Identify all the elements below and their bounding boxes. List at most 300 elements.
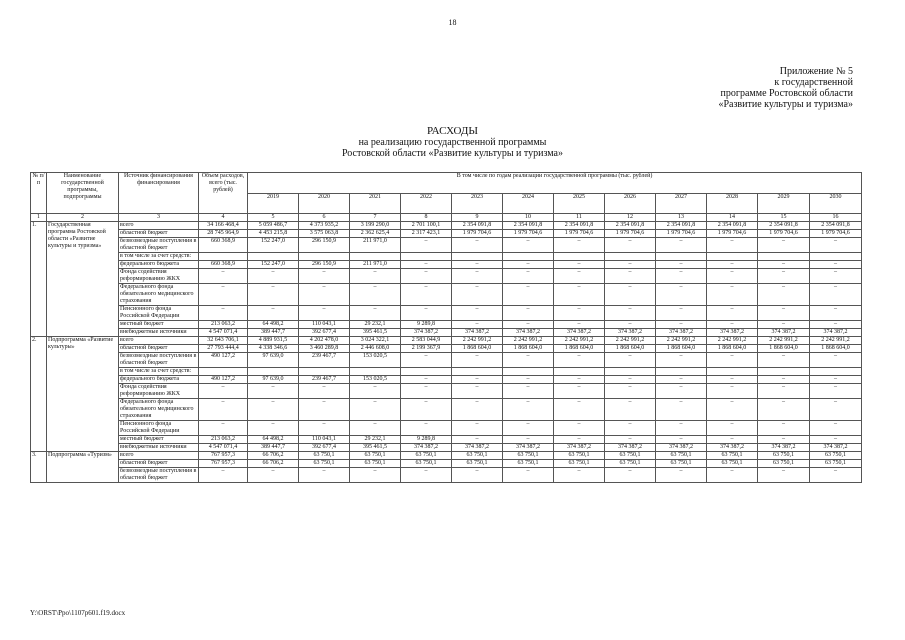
amount-cell: 374 387,2 (758, 329, 810, 337)
amount-cell: 374 387,2 (707, 444, 758, 452)
amount-cell (605, 253, 656, 261)
amount-cell: – (656, 468, 707, 483)
amount-cell: 4 453 215,8 (248, 230, 299, 238)
table-row (31, 353, 862, 368)
amount-cell (350, 368, 401, 376)
amount-cell (554, 253, 605, 261)
amount-cell: 2 242 991,2 (554, 337, 605, 345)
amount-cell: – (810, 376, 862, 384)
header-index: 7 (350, 214, 401, 222)
section-number: 3. (31, 452, 47, 483)
amount-cell: – (299, 399, 350, 421)
amount-cell: – (248, 384, 299, 399)
amount-cell: 63 750,1 (810, 460, 862, 468)
amount-cell: 63 750,1 (452, 460, 503, 468)
amount-cell: 239 467,7 (299, 376, 350, 384)
amount-cell (452, 368, 503, 376)
header-index: 1 (31, 214, 47, 222)
amount-cell: – (810, 384, 862, 399)
amount-cell: 152 247,0 (248, 261, 299, 269)
amount-cell: 211 971,0 (350, 238, 401, 253)
amount-cell: 374 387,2 (554, 329, 605, 337)
amount-cell: – (707, 306, 758, 321)
amount-cell: – (503, 384, 554, 399)
funding-source: областной бюджет (119, 460, 199, 468)
amount-cell: – (656, 269, 707, 284)
table-row (31, 345, 862, 353)
amount-cell: – (248, 269, 299, 284)
amount-cell: – (810, 468, 862, 483)
amount-cell: – (199, 306, 248, 321)
header-years-caption: В том числе по годам реализации государственной программы (тыс. рублей) (248, 173, 862, 194)
amount-cell: 374 387,2 (554, 444, 605, 452)
amount-cell: – (554, 306, 605, 321)
amount-cell: 66 706,2 (248, 452, 299, 460)
amount-cell: 110 043,1 (299, 321, 350, 329)
amount-cell: – (758, 306, 810, 321)
amount-cell: 392 677,4 (299, 444, 350, 452)
amount-cell: – (758, 421, 810, 436)
table-row (31, 384, 862, 399)
amount-cell: – (503, 376, 554, 384)
amount-cell: – (452, 306, 503, 321)
funding-source: Федерального фонда обязательного медицинского страхования (119, 284, 199, 306)
amount-cell: 97 639,0 (248, 376, 299, 384)
funding-source: федерального бюджета (119, 261, 199, 269)
amount-cell: 153 020,5 (350, 376, 401, 384)
amount-cell: – (452, 321, 503, 329)
amount-cell: – (656, 436, 707, 444)
amount-cell: – (503, 238, 554, 253)
amount-cell: 374 387,2 (656, 329, 707, 337)
amount-cell: 3 575 063,8 (299, 230, 350, 238)
amount-cell: – (401, 399, 452, 421)
amount-cell: – (605, 238, 656, 253)
amount-cell: – (401, 468, 452, 483)
expenses-table (30, 172, 862, 483)
amount-cell: – (401, 269, 452, 284)
amount-cell: 374 387,2 (605, 444, 656, 452)
amount-cell: – (350, 399, 401, 421)
amount-cell: – (810, 399, 862, 421)
table-row (31, 444, 862, 452)
amount-cell: 2 701 100,1 (401, 222, 452, 230)
funding-source: Пенсионного фонда Российской Федерации (119, 421, 199, 436)
amount-cell: – (707, 269, 758, 284)
amount-cell: – (350, 421, 401, 436)
amount-cell: – (554, 399, 605, 421)
amount-cell: 1 979 704,6 (605, 230, 656, 238)
amount-cell: – (810, 321, 862, 329)
amount-cell: 374 387,2 (605, 329, 656, 337)
amount-cell: 660 368,9 (199, 261, 248, 269)
amount-cell: – (401, 353, 452, 368)
amount-cell: – (401, 384, 452, 399)
amount-cell: 3 024 322,1 (350, 337, 401, 345)
table-row (31, 261, 862, 269)
amount-cell: – (605, 269, 656, 284)
amount-cell (248, 368, 299, 376)
amount-cell: – (554, 421, 605, 436)
amount-cell: – (199, 384, 248, 399)
amount-cell: 2 242 991,2 (452, 337, 503, 345)
header-year: 2024 (503, 193, 554, 214)
amount-cell: 374 387,2 (401, 444, 452, 452)
amount-cell: – (656, 261, 707, 269)
header-index: 5 (248, 214, 299, 222)
table-row (31, 230, 862, 238)
amount-cell: 374 387,2 (452, 444, 503, 452)
amount-cell (350, 253, 401, 261)
amount-cell: 9 289,8 (401, 436, 452, 444)
amount-cell: 153 020,5 (350, 353, 401, 368)
document-title: РАСХОДЫ (426, 125, 479, 137)
table-body (31, 222, 862, 483)
amount-cell: – (707, 376, 758, 384)
amount-cell: 2 362 625,4 (350, 230, 401, 238)
amount-cell: – (656, 376, 707, 384)
amount-cell: 2 317 423,1 (401, 230, 452, 238)
amount-cell: 211 971,0 (350, 261, 401, 269)
amount-cell: – (401, 238, 452, 253)
amount-cell: – (656, 353, 707, 368)
table-row (31, 376, 862, 384)
header-name: Наименование государственной программы, подпрограммы (47, 173, 119, 214)
amount-cell (656, 368, 707, 376)
table-row (31, 284, 862, 306)
amount-cell: 63 750,1 (401, 452, 452, 460)
amount-cell: 490 127,2 (199, 376, 248, 384)
amount-cell: 374 387,2 (707, 329, 758, 337)
amount-cell: – (452, 468, 503, 483)
header-year: 2023 (452, 193, 503, 214)
table-header (31, 173, 862, 222)
amount-cell: 63 750,1 (605, 460, 656, 468)
amount-cell (758, 368, 810, 376)
amount-cell: – (503, 284, 554, 306)
amount-cell: – (605, 436, 656, 444)
amount-cell (248, 253, 299, 261)
amount-cell (452, 253, 503, 261)
amount-cell: 63 750,1 (299, 452, 350, 460)
amount-cell: 63 750,1 (554, 452, 605, 460)
amount-cell: 213 063,2 (199, 436, 248, 444)
amount-cell: 32 643 706,1 (199, 337, 248, 345)
header-index: 10 (503, 214, 554, 222)
header-year: 2022 (401, 193, 452, 214)
header-year: 2025 (554, 193, 605, 214)
funding-source: всего (119, 452, 199, 460)
amount-cell: 1 868 604,0 (707, 345, 758, 353)
amount-cell: 767 957,3 (199, 460, 248, 468)
amount-cell: – (401, 376, 452, 384)
amount-cell: 3 460 289,8 (299, 345, 350, 353)
amount-cell: – (299, 421, 350, 436)
amount-cell: – (554, 269, 605, 284)
amount-cell: – (452, 399, 503, 421)
section-number: 1. (31, 222, 47, 337)
amount-cell: – (452, 384, 503, 399)
amount-cell: – (503, 436, 554, 444)
amount-cell: 374 387,2 (503, 444, 554, 452)
amount-cell: – (452, 269, 503, 284)
amount-cell: – (248, 399, 299, 421)
amount-cell: – (452, 261, 503, 269)
amount-cell: – (707, 436, 758, 444)
amount-cell: 63 750,1 (452, 452, 503, 460)
amount-cell: 1 979 704,6 (656, 230, 707, 238)
amount-cell: – (401, 261, 452, 269)
amount-cell: – (758, 284, 810, 306)
amount-cell: 34 166 468,4 (199, 222, 248, 230)
amount-cell: 1 868 604,0 (554, 345, 605, 353)
amount-cell: – (656, 321, 707, 329)
amount-cell: – (350, 384, 401, 399)
funding-source: Фонда содействия реформированию ЖКХ (119, 384, 199, 399)
header-num: № п/п (31, 173, 47, 214)
amount-cell (707, 253, 758, 261)
header-total: Объем расходов, всего (тыс. рублей) (199, 173, 248, 214)
amount-cell: – (299, 284, 350, 306)
table-row (31, 436, 862, 444)
amount-cell: 63 750,1 (554, 460, 605, 468)
amount-cell: 374 387,2 (401, 329, 452, 337)
amount-cell (401, 368, 452, 376)
table-row (31, 460, 862, 468)
amount-cell: 27 793 444,4 (199, 345, 248, 353)
amount-cell: 63 750,1 (605, 452, 656, 460)
amount-cell: – (554, 353, 605, 368)
amount-cell: 63 750,1 (758, 452, 810, 460)
amount-cell: – (605, 399, 656, 421)
amount-cell: – (199, 468, 248, 483)
amount-cell: – (350, 468, 401, 483)
amount-cell: – (401, 284, 452, 306)
amount-cell: – (503, 421, 554, 436)
amount-cell (199, 368, 248, 376)
amount-cell: – (656, 399, 707, 421)
amount-cell: 66 706,2 (248, 460, 299, 468)
amount-cell: 1 868 604,0 (503, 345, 554, 353)
amount-cell: 2 354 091,8 (554, 222, 605, 230)
amount-cell: – (758, 269, 810, 284)
amount-cell: 2 354 091,8 (452, 222, 503, 230)
section-number: 2. (31, 337, 47, 452)
amount-cell: 1 868 604,0 (605, 345, 656, 353)
header-index: 4 (199, 214, 248, 222)
table-row (31, 269, 862, 284)
amount-cell: – (707, 261, 758, 269)
amount-cell: 1 868 604,0 (758, 345, 810, 353)
amount-cell: – (656, 421, 707, 436)
amount-cell: – (758, 261, 810, 269)
amount-cell: 64 498,2 (248, 321, 299, 329)
document-heading (0, 126, 905, 159)
document-subtitle: на реализацию государственной программы (358, 137, 547, 148)
amount-cell: 1 979 704,6 (758, 230, 810, 238)
amount-cell: – (503, 399, 554, 421)
amount-cell: 2 242 991,2 (758, 337, 810, 345)
amount-cell: – (248, 306, 299, 321)
amount-cell (503, 368, 554, 376)
amount-cell: 374 387,2 (452, 329, 503, 337)
amount-cell: – (605, 306, 656, 321)
table-row (31, 452, 862, 460)
funding-source: безвозмездные поступления в областной бюджет (119, 353, 199, 368)
amount-cell: – (452, 436, 503, 444)
amount-cell: 9 289,8 (401, 321, 452, 329)
amount-cell (554, 368, 605, 376)
amount-cell (299, 253, 350, 261)
header-year: 2027 (656, 193, 707, 214)
header-source: Источник финансирования финансирования (119, 173, 199, 214)
amount-cell: 389 447,7 (248, 444, 299, 452)
amount-cell: 2 354 091,8 (707, 222, 758, 230)
amount-cell: – (605, 261, 656, 269)
amount-cell: – (707, 353, 758, 368)
amount-cell: 4 202 478,0 (299, 337, 350, 345)
amount-cell: 2 354 091,8 (503, 222, 554, 230)
table-row (31, 329, 862, 337)
amount-cell: – (199, 269, 248, 284)
amount-cell: 2 242 991,2 (605, 337, 656, 345)
page-number: 18 (448, 18, 457, 27)
amount-cell: – (199, 399, 248, 421)
amount-cell: 395 461,5 (350, 444, 401, 452)
amount-cell: – (810, 306, 862, 321)
amount-cell: – (503, 269, 554, 284)
amount-cell: 110 043,1 (299, 436, 350, 444)
amount-cell (656, 253, 707, 261)
amount-cell: 2 446 608,0 (350, 345, 401, 353)
amount-cell: 63 750,1 (350, 460, 401, 468)
amount-cell: 239 467,7 (299, 353, 350, 368)
header-index: 9 (452, 214, 503, 222)
amount-cell: 63 750,1 (299, 460, 350, 468)
amount-cell: 29 232,1 (350, 436, 401, 444)
amount-cell: 2 354 091,8 (758, 222, 810, 230)
amount-cell (707, 368, 758, 376)
header-year: 2029 (758, 193, 810, 214)
appendix-block (718, 66, 853, 110)
appendix-line: программе Ростовской области (720, 88, 853, 99)
amount-cell (299, 368, 350, 376)
amount-cell: – (707, 421, 758, 436)
amount-cell: 374 387,2 (758, 444, 810, 452)
header-year: 2021 (350, 193, 401, 214)
amount-cell: – (503, 468, 554, 483)
amount-cell (199, 253, 248, 261)
amount-cell: – (758, 468, 810, 483)
amount-cell: 2 199 367,9 (401, 345, 452, 353)
amount-cell: – (758, 384, 810, 399)
program-name: Государственная программа Ростовской области «Развитие культуры и туризма» (47, 222, 119, 337)
table-row (31, 253, 862, 261)
amount-cell: 389 447,7 (248, 329, 299, 337)
amount-cell: – (605, 284, 656, 306)
amount-cell: 1 979 704,6 (810, 230, 862, 238)
amount-cell: 63 750,1 (758, 460, 810, 468)
amount-cell: – (758, 321, 810, 329)
amount-cell: 490 127,2 (199, 353, 248, 368)
amount-cell: 4 547 071,4 (199, 329, 248, 337)
amount-cell: – (758, 238, 810, 253)
amount-cell: – (758, 436, 810, 444)
amount-cell: 2 354 091,8 (605, 222, 656, 230)
amount-cell: 213 063,2 (199, 321, 248, 329)
funding-source: безвозмездные поступления в областной бюджет (119, 468, 199, 483)
amount-cell: – (452, 353, 503, 368)
amount-cell: – (299, 468, 350, 483)
amount-cell: – (605, 468, 656, 483)
header-index: 16 (810, 214, 862, 222)
amount-cell: – (452, 376, 503, 384)
appendix-line: Приложение № 5 (779, 66, 853, 77)
header-index: 3 (119, 214, 199, 222)
amount-cell: – (452, 421, 503, 436)
amount-cell: – (707, 321, 758, 329)
amount-cell (810, 368, 862, 376)
funding-source: местный бюджет (119, 321, 199, 329)
amount-cell: 2 242 991,2 (810, 337, 862, 345)
table-row (31, 421, 862, 436)
amount-cell: 63 750,1 (810, 452, 862, 460)
funding-source: Федерального фонда обязательного медицинского страхования (119, 399, 199, 421)
header-year: 2020 (299, 193, 350, 214)
header-index: 13 (656, 214, 707, 222)
amount-cell: – (503, 306, 554, 321)
amount-cell: – (758, 376, 810, 384)
amount-cell: – (605, 353, 656, 368)
program-name: Подпрограмма «Развитие культуры» (47, 337, 119, 452)
amount-cell: 392 677,4 (299, 329, 350, 337)
header-index: 6 (299, 214, 350, 222)
amount-cell: – (554, 376, 605, 384)
amount-cell: 2 242 991,2 (503, 337, 554, 345)
amount-cell: – (605, 376, 656, 384)
amount-cell: – (199, 421, 248, 436)
funding-source: всего (119, 337, 199, 345)
amount-cell: – (299, 269, 350, 284)
header-index-row (31, 214, 862, 222)
amount-cell: 1 979 704,6 (554, 230, 605, 238)
amount-cell: 2 354 091,8 (656, 222, 707, 230)
amount-cell: – (810, 353, 862, 368)
amount-cell: – (656, 306, 707, 321)
header-year: 2026 (605, 193, 656, 214)
funding-source: Фонда содействия реформированию ЖКХ (119, 269, 199, 284)
amount-cell: 64 498,2 (248, 436, 299, 444)
amount-cell: 296 150,9 (299, 238, 350, 253)
amount-cell: 2 354 091,8 (810, 222, 862, 230)
amount-cell: – (401, 421, 452, 436)
appendix-line: «Развитие культуры и туризма» (718, 99, 853, 110)
amount-cell: 63 750,1 (350, 452, 401, 460)
amount-cell: 63 750,1 (401, 460, 452, 468)
funding-source: областной бюджет (119, 230, 199, 238)
amount-cell: 63 750,1 (707, 452, 758, 460)
amount-cell: 1 868 604,0 (656, 345, 707, 353)
amount-cell: 1 868 604,0 (810, 345, 862, 353)
header-index: 2 (47, 214, 119, 222)
funding-source: в том числе за счет средств: (119, 368, 199, 376)
funding-source: безвозмездные поступления в областной бюджет (119, 238, 199, 253)
header-index: 12 (605, 214, 656, 222)
amount-cell: – (503, 321, 554, 329)
amount-cell: – (554, 238, 605, 253)
table-row (31, 337, 862, 345)
amount-cell: – (554, 436, 605, 444)
